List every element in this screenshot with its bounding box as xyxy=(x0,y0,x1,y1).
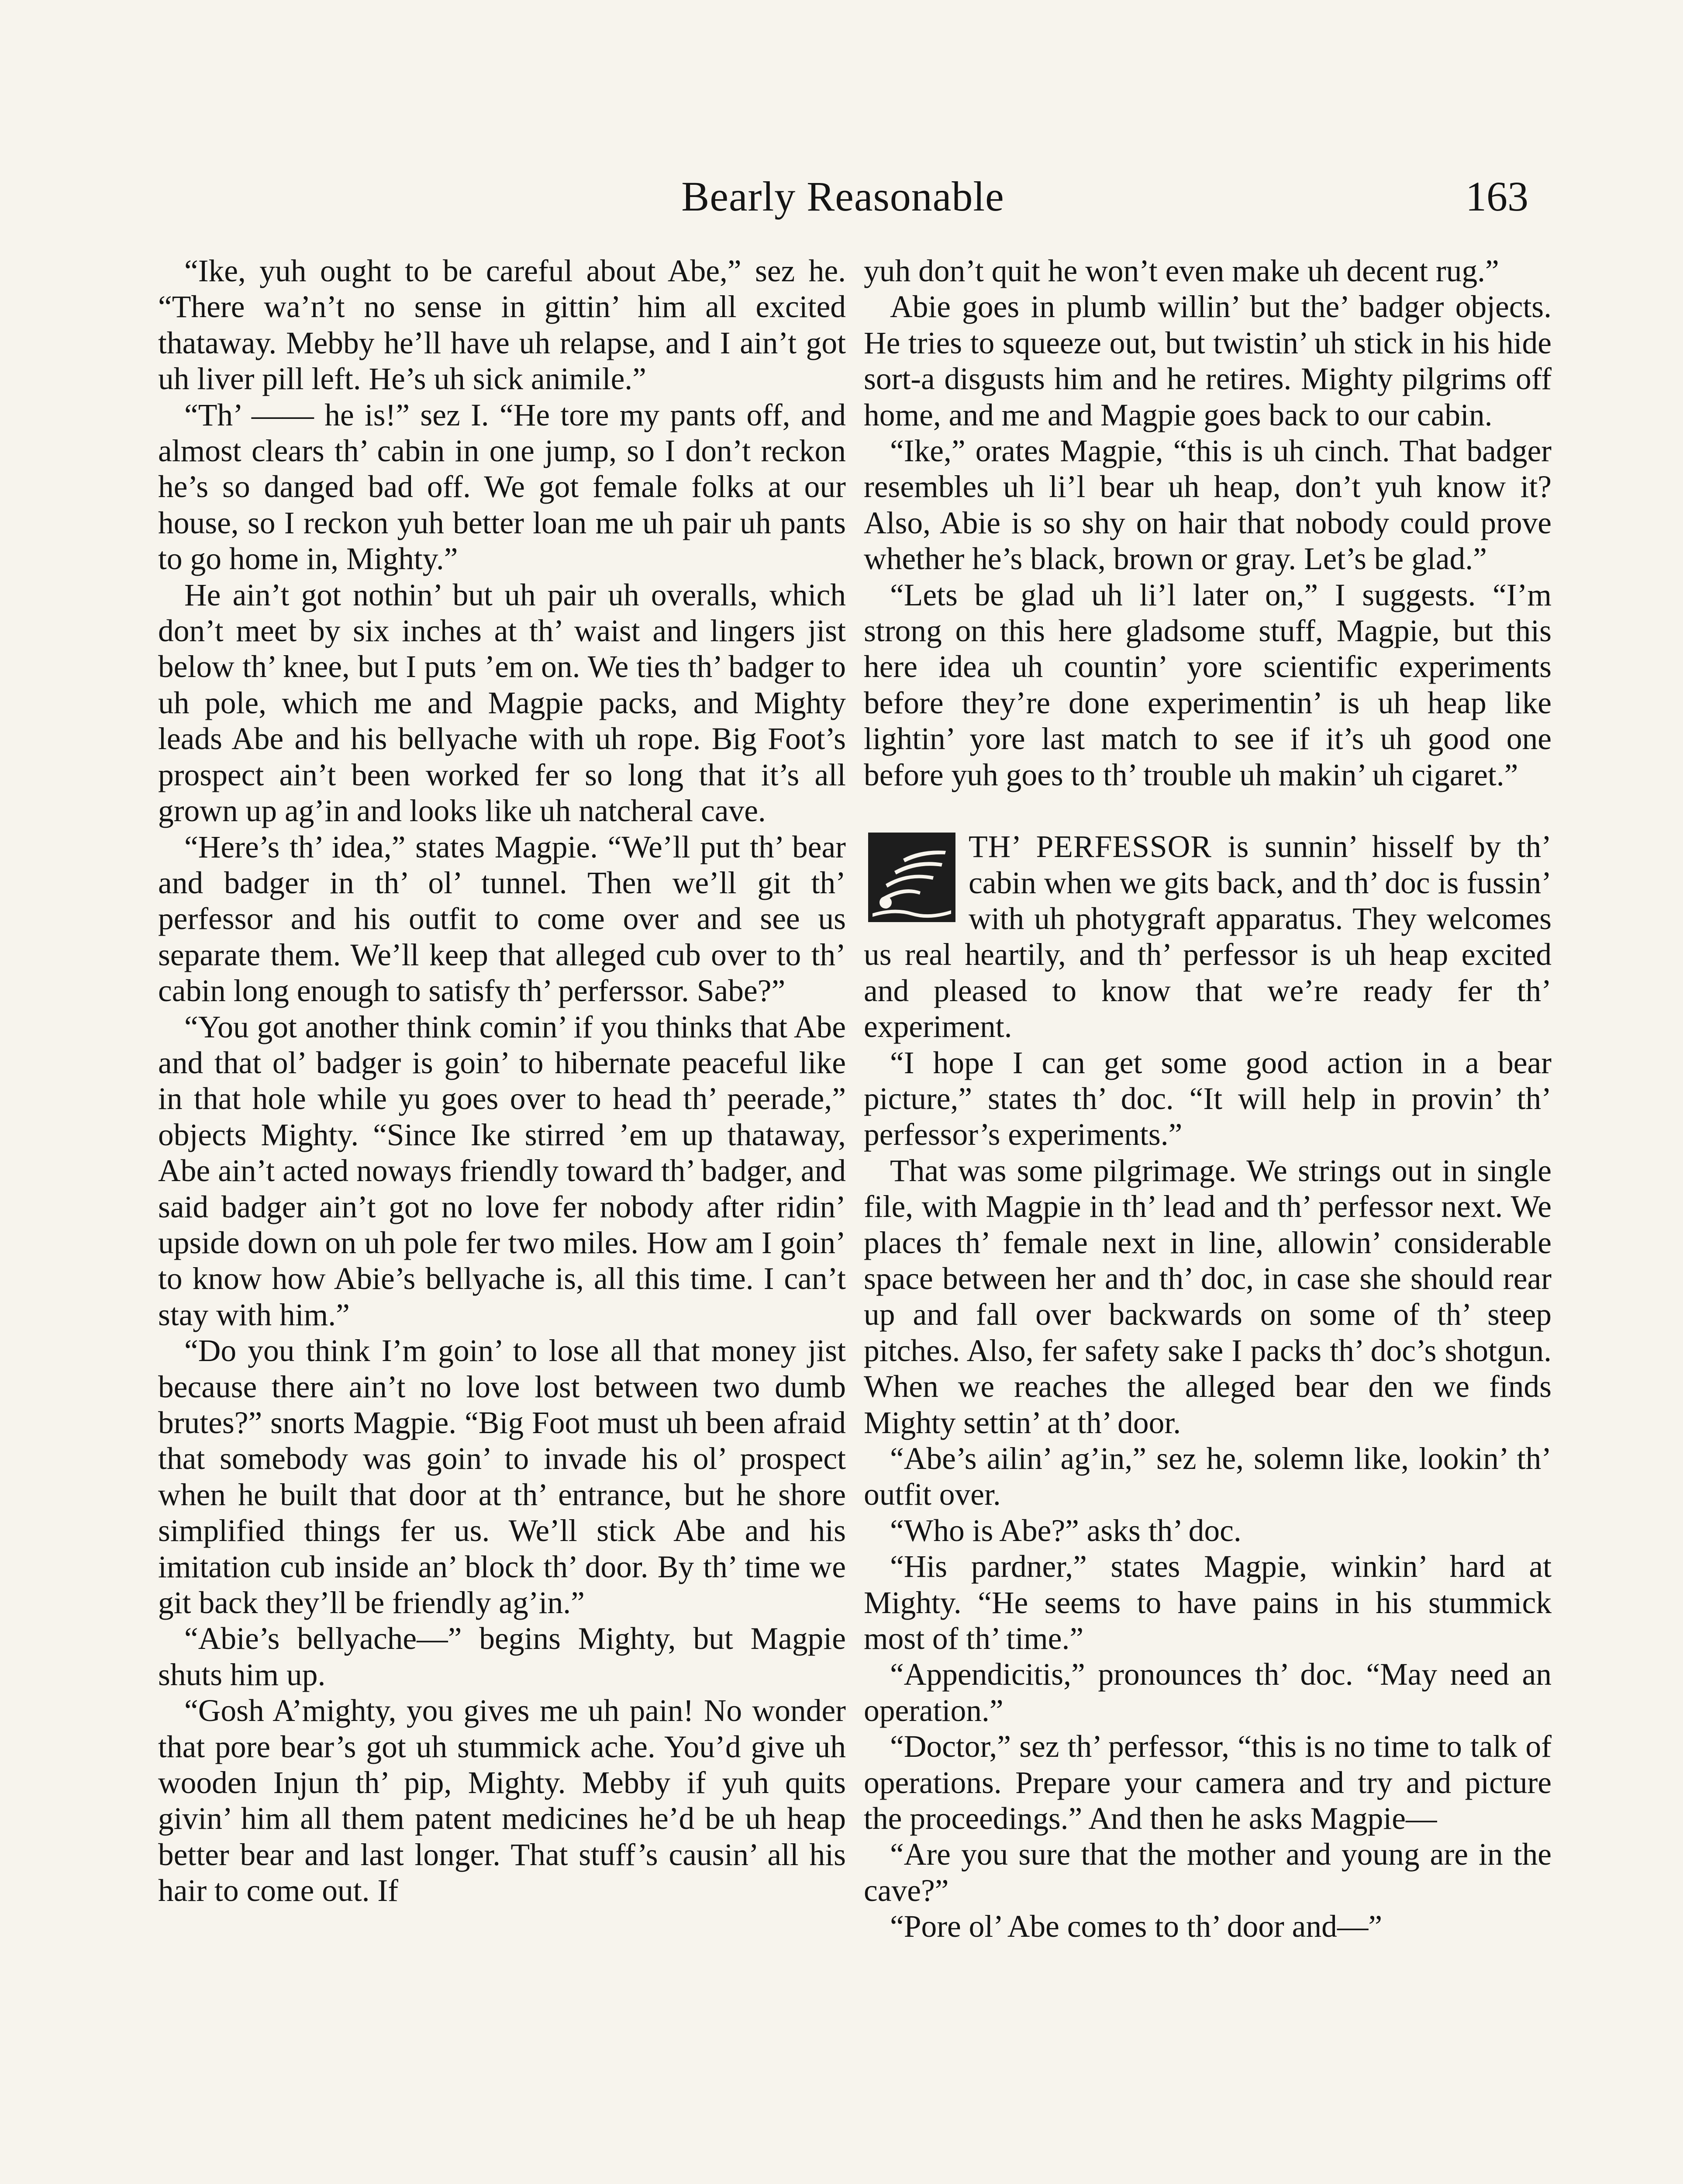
paragraph: “Are you sure that the mother and young are in the cave?” xyxy=(864,1837,1552,1908)
paragraph: “Th’ —— he is!” sez I. “He tore my pants off, and almost clears th’ cabin in one jump, so I don’t reckon he’s so danged bad off. We got female folks at our house, so I reckon yuh better loan me uh pair uh pants to go home in, Mighty.” xyxy=(158,397,846,577)
paragraph: “Here’s th’ idea,” states Magpie. “We’ll put th’ bear and badger in th’ ol’ tunnel. Then we’ll git th’ perfessor and his outfit to come over and see us separate them. We’ll keep that alleged cub over to th’ cabin long enough to satisfy th’ perferssor. Sabe?” xyxy=(158,829,846,1009)
paragraph: “Gosh A’mighty, you gives me uh pain! No wonder that pore bear’s got uh stummick ache. You’d give uh wooden Injun th’ pip, Mighty. Mebby if yuh quits givin’ him all them patent medicines he’d be uh heap better bear and last longer. That stuff’s causin’ all his hair to come out. If xyxy=(158,1693,846,1908)
paragraph: “Appendicitis,” pronounces th’ doc. “May need an operation.” xyxy=(864,1657,1552,1728)
sunburst-ornament-icon xyxy=(868,833,955,922)
running-title: Bearly Reasonable xyxy=(681,173,1004,220)
paragraph: “Pore ol’ Abe comes to th’ door and—” xyxy=(890,1909,1383,1944)
paragraph: “Ike, yuh ought to be careful about Abe,” sez he. “There wa’n’t no sense in gittin’ him all excited thataway. Mebby he’ll have uh relapse, and I ain’t got uh liver pill left. He’s uh sick animile.” xyxy=(158,254,846,397)
paragraph: “Abe’s ailin’ ag’in,” sez he, solemn like, lookin’ th’ outfit over. xyxy=(864,1441,1552,1512)
paragraph: “Do you think I’m goin’ to lose all that money jist because there ain’t no love lost between two dumb brutes?” snorts Magpie. “Big Foot must uh been afraid that somebody was goin’ to invade his ol’ prospect when he built that door at th’ entrance, but he shore simplified things fer us. We’ll stick Abe and his imitation cub inside an’ block th’ door. By th’ time we git back they’ll be friendly ag’in.” xyxy=(158,1334,846,1621)
paragraph: “I hope I can get some good action in a bear picture,” states th’ doc. “It will help in provin’ th’ perfessor’s experiments.” xyxy=(864,1045,1552,1152)
paragraph: “Doctor,” sez th’ perfessor, “this is no time to talk of operations. Prepare your camera and try and picture the proceedings.” And then he asks Magpie— xyxy=(864,1729,1552,1836)
section-lead-caps: TH’ PERFESSOR xyxy=(969,829,1212,864)
right-column xyxy=(864,253,1552,1945)
paragraph: Abie goes in plumb willin’ but the’ badger objects. He tries to squeeze out, but twistin’ uh stick in his hide sort-a disgusts him and he retires. Mighty pilgrims off home, and me and Magpie goes back to our cabin. xyxy=(864,290,1552,432)
section-opening-paragraph xyxy=(864,829,1552,1045)
paragraph: “Ike,” orates Magpie, “this is uh cinch. That badger resembles uh li’l bear uh heap, don’t yuh know it? Also, Abie is so shy on hair that nobody could prove whether he’s black, brown or gray. Let’s be glad.” xyxy=(864,434,1552,577)
paragraph: “Lets be glad uh li’l later on,” I suggests. “I’m strong on this here gladsome stuff, Magpie, but this here idea uh countin’ yore scientific experiments before they’re done experimentin’ is uh heap like lightin’ yore last match to see if it’s uh good one before yuh goes to th’ trouble uh makin’ uh cigaret.” xyxy=(864,577,1552,792)
continued-paragraph: yuh don’t quit he won’t even make uh decent rug.” xyxy=(864,254,1499,288)
page-number: 163 xyxy=(1466,173,1528,220)
left-column xyxy=(158,253,846,1909)
paragraph: “Abie’s bellyache—” begins Mighty, but Magpie shuts him up. xyxy=(158,1621,846,1692)
paragraph: “Who is Abe?” asks th’ doc. xyxy=(890,1513,1242,1548)
paragraph: “You got another think comin’ if you thinks that Abe and that ol’ badger is goin’ to hibernate peaceful like in that hole while yu goes over to head th’ peerade,” objects Mighty. “Since Ike stirred ’em up thataway, Abe ain’t acted noways friendly toward th’ badger, and said badger ain’t got no love fer nobody after ridin’ upside down on uh pole fer two miles. How am I goin’ to know how Abie’s bellyache is, all this time. I can’t stay with him.” xyxy=(158,1009,846,1332)
paragraph: “His pardner,” states Magpie, winkin’ hard at Mighty. “He seems to have pains in his stummick most of th’ time.” xyxy=(864,1549,1552,1656)
paragraph: He ain’t got nothin’ but uh pair uh overalls, which don’t meet by six inches at th’ waist and lingers jist below th’ knee, but I puts ’em on. We ties th’ badger to uh pole, which me and Magpie packs, and Mighty leads Abe and his bellyache with uh rope. Big Foot’s prospect ain’t been worked fer so long that it’s all grown up ag’in and looks like uh natcheral cave. xyxy=(158,577,846,829)
section-lead-text: is sunnin’ hisself by th’ cabin when we gits back, and th’ doc is fussin’ with uh photygraft apparatus. They welcomes us real heartily, and th’ perfessor is uh heap excited and pleased to know that we’re ready fer th’ experiment. xyxy=(864,829,1552,1044)
paragraph: That was some pilgrimage. We strings out in single file, with Magpie in th’ lead and th’ perfessor next. We places th’ female next in line, allowin’ considerable space between her and th’ doc, in case she should rear up and fall over backwards on some of th’ steep pitches. Also, fer safety sake I packs th’ doc’s shotgun. When we reaches the alleged bear den we finds Mighty settin’ at th’ door. xyxy=(864,1153,1552,1440)
running-head xyxy=(157,166,1528,227)
